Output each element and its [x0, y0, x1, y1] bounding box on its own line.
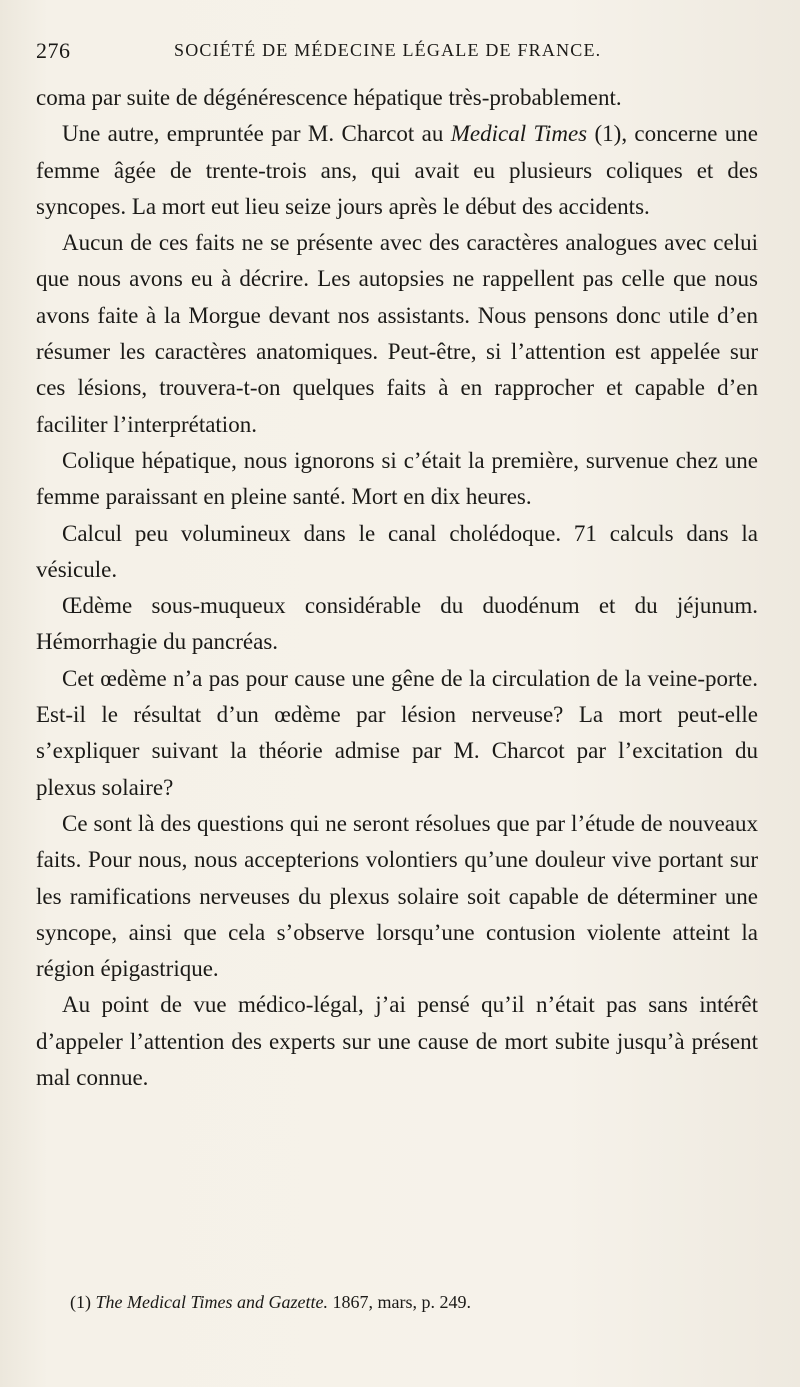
paragraph-2-start: Une autre, empruntée par M. Charcot au	[62, 121, 451, 147]
paragraph-5: Calcul peu volumineux dans le canal cholédoque. 71 calculs dans la vésicule.	[36, 520, 758, 582]
paragraph-3: Aucun de ces faits ne se présente avec des caractères analogues avec celui que nous avons eu à décrire. Les autopsies ne rappellent pas celle que nous avons faite à la Morgue devant nos assistants. Nous pensons donc utile d’en résumer les caractères anatomiques. Peut-être, si l’attention est appelée sur ces lésions, trouvera-t-on quelques faits à en rapprocher et capable d’en faciliter l’interprétation.	[36, 230, 758, 437]
page-header	[36, 38, 756, 66]
paragraph-4: Colique hépatique, nous ignorons si c’était la première, survenue chez une femme paraissant en pleine santé. Mort en dix heures.	[36, 447, 758, 510]
running-title: SOCIÉTÉ DE MÉDECINE LÉGALE DE FRANCE.	[174, 40, 602, 60]
page-number: 276	[36, 38, 71, 63]
footnote-journal-title: The Medical Times and Gazette.	[95, 1292, 328, 1312]
paragraph-8: Ce sont là des questions qui ne seront résolues que par l’étude de nouveaux faits. Pour nous, nous accepterions volontiers qu’une douleur vive portant sur les ramifications nerveuses du plexus solaire soit capable de déterminer une syncope, ainsi que cela s’observe lorsqu’une contusion violente atteint la région épigastrique.	[36, 810, 758, 982]
journal-title-italic: Medical Times	[450, 121, 588, 147]
footnote-marker: (1)	[70, 1292, 91, 1312]
paragraph-2-rest: (1), concerne une femme âgée de trente-trois ans, qui avait eu plusieurs coliques et des syncopes. La mort eut lieu seize jours après le début des accidents.	[36, 121, 758, 219]
footnote	[70, 1290, 760, 1314]
footnote-citation: 1867, mars, p. 249.	[332, 1292, 471, 1312]
paragraph-1: coma par suite de dégénérescence hépatique très-probablement.	[36, 85, 622, 110]
paragraph-6: Œdème sous-muqueux considérable du duodénum et du jéjunum. Hémorrhagie du pancréas.	[36, 593, 758, 655]
paragraph-7: Cet œdème n’a pas pour cause une gêne de la circulation de la veine-porte. Est-il le résultat d’un œdème par lésion nerveuse? La mort peut-elle s’expliquer suivant la théorie admise par M. Charcot par l’excitation du plexus solaire?	[36, 665, 758, 800]
body-text	[36, 80, 758, 1096]
paragraph-9: Au point de vue médico-légal, j’ai pensé qu’il n’était pas sans intérêt d’appeler l’attention des experts sur une cause de mort subite jusqu’à présent mal connue.	[36, 992, 758, 1091]
paragraph-2	[36, 116, 758, 225]
